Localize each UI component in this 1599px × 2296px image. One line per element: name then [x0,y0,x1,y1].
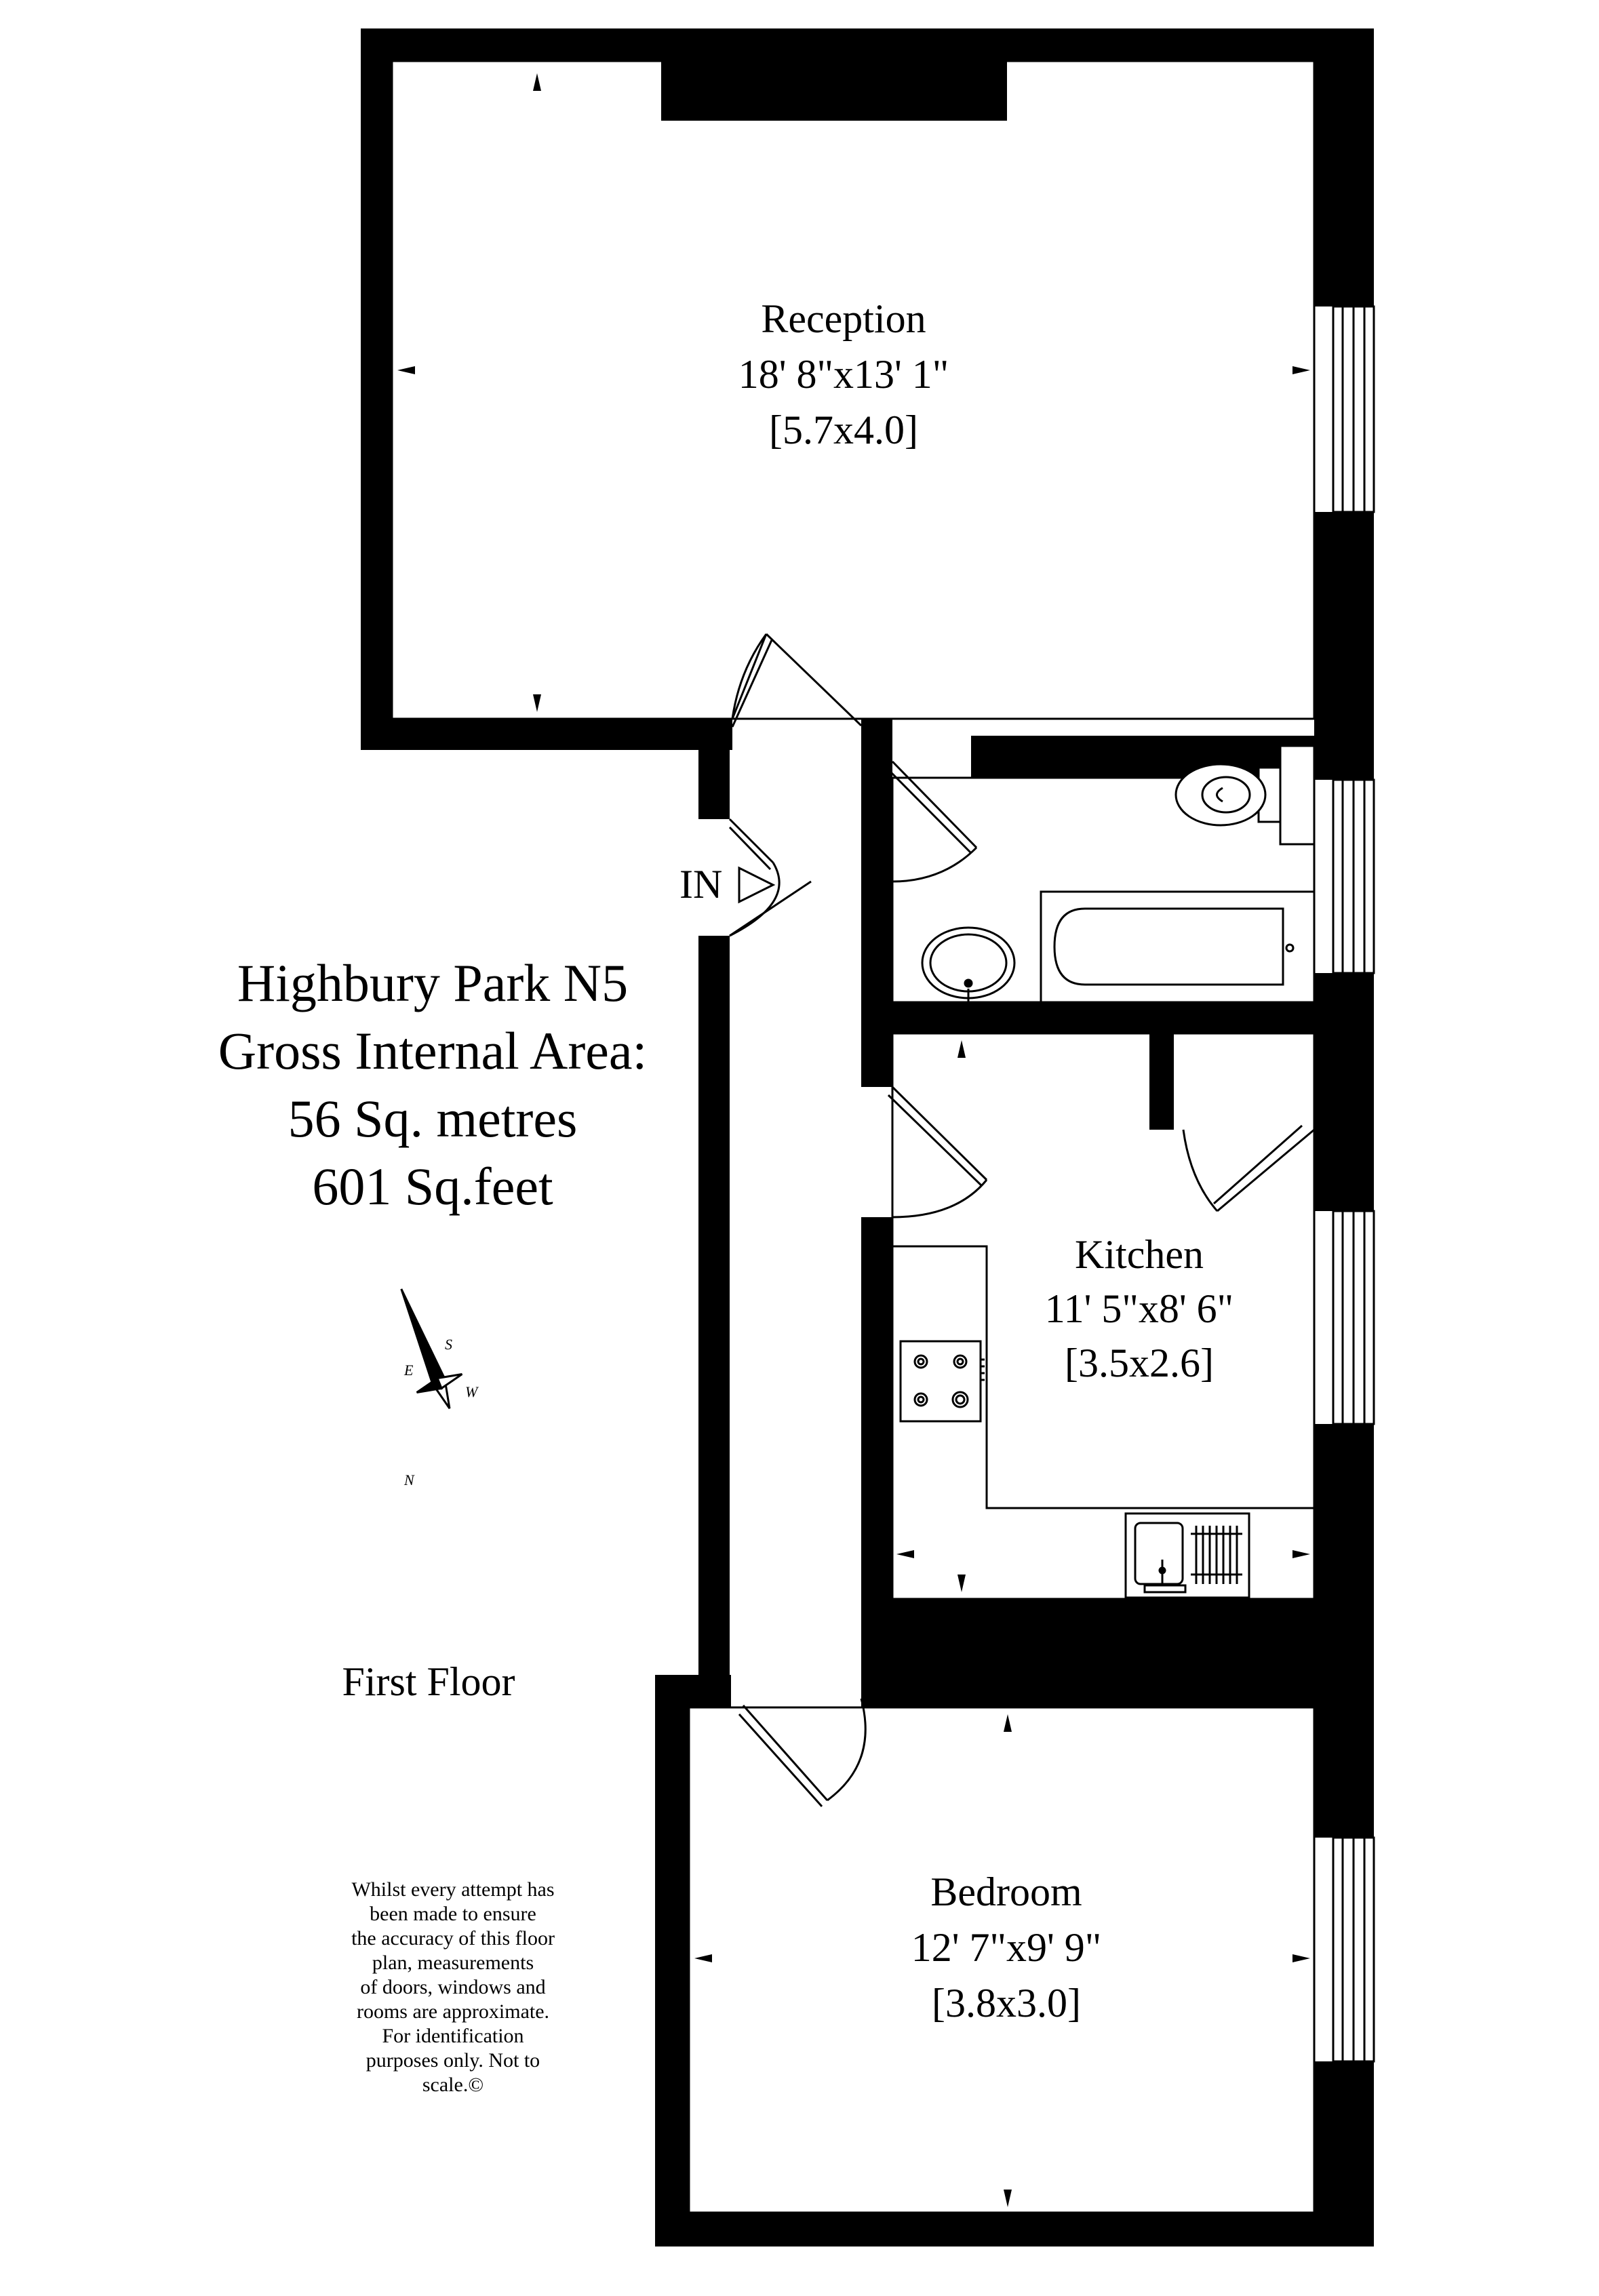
area-imperial: 601 Sq.feet [312,1157,553,1216]
disclaimer-line: scale.© [422,2074,484,2096]
disclaimer-line: For identification [382,2025,524,2047]
reception-arrow-right [1292,366,1310,374]
reception-wall-right-upper [1314,28,1374,306]
entrance-arrow-icon [739,868,773,902]
bathroom-door [888,761,976,882]
bedroom-wall-bottom [655,2213,1374,2246]
kitchen-arrow-bottom [958,1575,966,1592]
kitchen-arrow-left [896,1550,914,1558]
reception-arrow-bottom [533,694,541,712]
hall-wall-left-upper [698,750,730,819]
bedroom-arrow-left [694,1954,712,1962]
bedroom-arrow-right [1292,1954,1310,1962]
kitchen-window [1333,1211,1374,1424]
reception-window [1333,306,1374,512]
compass-west: W [465,1383,478,1400]
entrance-label: IN [679,862,723,907]
hall-wall-left-lower [698,936,730,1694]
room-name: Reception [761,296,926,341]
room-label-reception [738,296,949,452]
compass-icon [378,1280,472,1417]
bathroom-window [1333,780,1374,973]
disclaimer-line: purposes only. Not to [366,2049,540,2072]
room-name: Kitchen [1075,1232,1204,1277]
kitchen-sink [1126,1513,1249,1598]
room-dims-imperial: 12' 7"x9' 9" [911,1925,1102,1970]
compass-south: S [445,1336,452,1353]
reception-wall-bottom-left [361,719,732,750]
disclaimer-line: rooms are approximate. [356,2000,550,2023]
cupboard-door [1183,1126,1314,1211]
room-label-kitchen [1045,1232,1233,1385]
room-dims-metric: [3.5x2.6] [1065,1341,1214,1385]
room-dims-metric: [5.7x4.0] [769,408,918,452]
room-dims-metric: [3.8x3.0] [932,1981,1081,2025]
reception-door [732,634,861,727]
bathroom-wall-right-upper [1314,736,1374,780]
disclaimer-line: Whilst every attempt has [351,1878,555,1901]
bedroom-door [739,1699,865,1806]
kitchen-arrow-right [1292,1550,1310,1558]
area-label: Gross Internal Area: [218,1021,648,1080]
property-address: Highbury Park N5 [237,953,629,1012]
bedroom-wall-right-lower [1314,2061,1374,2246]
bath-tub [1041,892,1314,1002]
bedroom-window [1333,1838,1374,2061]
compass-letters [403,1336,479,1488]
bedroom-wall-right-upper [1314,1682,1374,1838]
entrance-marker [679,862,773,907]
reception-wall-top [361,28,1374,61]
kitchen-bedroom-partition [861,1599,1374,1707]
area-metric: 56 Sq. metres [288,1089,578,1148]
kitchen-arrow-top [958,1040,966,1058]
hob [901,1341,985,1421]
reception-arrow-left [397,366,415,374]
disclaimer [351,1878,555,2096]
room-name: Bedroom [930,1869,1082,1914]
room-dims-imperial: 18' 8"x13' 1" [738,352,949,397]
reception-wall-right-lower [1314,512,1374,736]
disclaimer-line: been made to ensure [370,1903,536,1925]
kitchen-wall-right-upper [1314,1002,1374,1211]
bedroom-arrow-bottom [1004,2190,1012,2207]
cupboard-wall-left [1149,1029,1174,1130]
room-label-bedroom [911,1869,1102,2025]
reception-arrow-top [533,73,541,91]
disclaimer-line: the accuracy of this floor [351,1927,555,1949]
bathroom-wall-bottom [861,1002,1374,1033]
kitchen-door [888,1087,987,1217]
disclaimer-line: plan, measurements [372,1952,534,1974]
kitchen-wall-left-upper [861,1002,892,1087]
wash-basin [922,928,1014,1002]
bedroom-arrow-top [1004,1714,1012,1732]
chimney-breast [661,61,1007,121]
property-info [218,953,647,1216]
bathroom-wall-left [861,736,892,1034]
floor-label: First Floor [342,1659,515,1704]
bedroom-wall-left [655,1675,689,2246]
room-dims-imperial: 11' 5"x8' 6" [1044,1286,1234,1331]
reception-wall-left [361,28,392,750]
compass-north: N [404,1471,414,1488]
compass-east: E [404,1362,414,1379]
disclaimer-line: of doors, windows and [360,1976,546,1998]
